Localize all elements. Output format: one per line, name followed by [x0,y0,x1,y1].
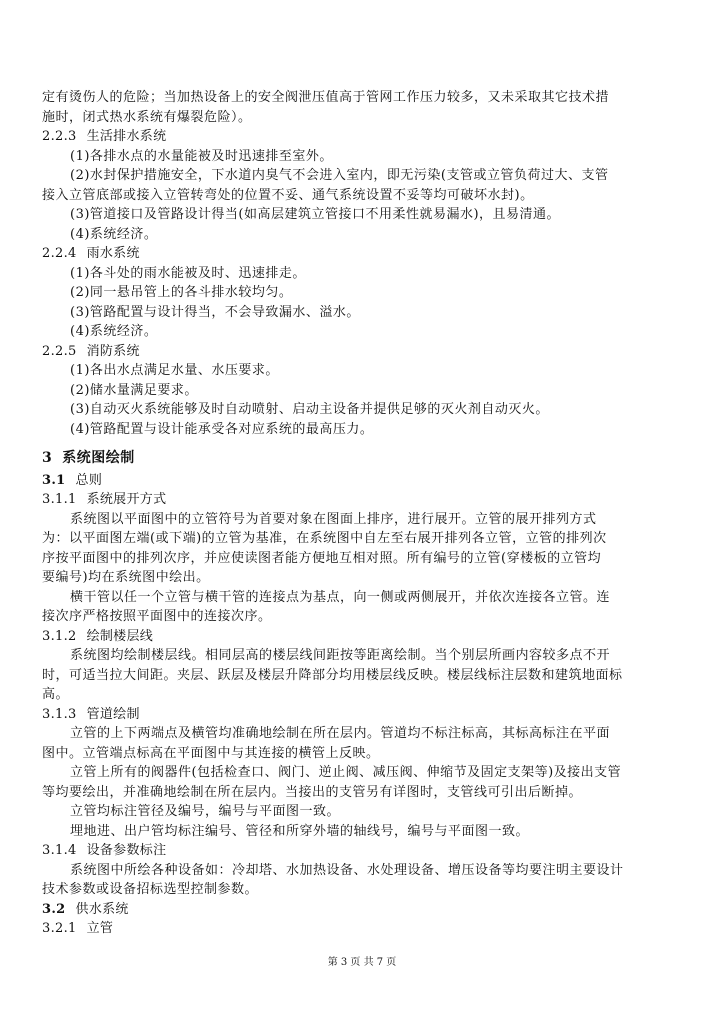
paragraph-line: 系统图均绘制楼层线。相同层高的楼层线间距按等距离绘制。当个别层所画内容较多点不开 [70,648,611,663]
list-item: (1)各排水点的水量能被及时迅速排至室外。 [70,148,333,164]
paragraph-line: 时，可适当拉大间距。夹层、跃层及楼层升降部分均用楼层线反映。楼层线标注层数和建筑地面标 [42,667,623,683]
section-number: 3.1.4 [42,843,77,858]
list-item-continued: 接入立管底部或接入立管转弯处的位置不妥、通气系统设置不妥等均可破坏水封)。 [42,187,534,203]
list-item: (4)管路配置与设计能承受各对应系统的最高压力。 [70,421,374,437]
list-item: (4)系统经济。 [70,226,158,242]
document-body [42,88,682,939]
paragraph-line: 要编号)均在系统图中绘出。 [42,570,210,585]
paragraph-line: 图中。立管端点标高在平面图中与其连接的横管上反映。 [42,745,380,761]
paragraph-line: 技术参数或设备招标选型控制参数。 [42,882,259,897]
paragraph-line: 接次序严格按照平面图中的连接次序。 [42,609,272,624]
paragraph-line: 等均要绘出，并准确地绘制在所在层内。当接出的支管另有详图时，支管线可引出后断掉。 [42,784,583,800]
section-number: 3.1.3 [42,706,77,722]
chapter-number: 3 [42,450,53,466]
paragraph-line: 立管的上下两端点及横管均准确地绘制在所在层内。管道均不标注标高，其标高标注在平面 [70,726,611,741]
section-heading-3-1-2 [42,627,682,647]
paragraph-line: 横干管以任一个立管与横干管的连接点为基点，向一侧或两侧展开，并依次连接各立管。连 [70,589,611,605]
list-item: (1)各出水点满足水量、水压要求。 [70,363,279,378]
section-number: 3.2.1 [42,921,77,936]
list-item: (2)同一悬吊管上的各斗排水较均匀。 [70,285,293,300]
chapter-title: 系统图绘制 [62,450,135,466]
paragraph-line: 立管均标注管径及编号，编号与平面图一致。 [70,804,341,819]
section-number: 3.1.1 [42,492,77,507]
list-item: (3)管路配置与设计得当，不会导致漏水、溢水。 [70,304,360,320]
page-footer: 第 3 页 共 7 页 [327,957,397,968]
section-heading-3-1-4 [42,841,682,861]
section-number: 3.2 [42,901,66,917]
paragraph-line: 系统图中所绘各种设备如：冷却塔、水加热设备、水处理设备、增压设备等均要注明主要设计 [70,862,624,878]
section-heading-2-2-3 [42,127,682,147]
section-title: 消防系统 [86,343,140,359]
section-heading-3-2 [42,900,682,920]
list-item: (3)自动灭火系统能够及时自动喷射、启动主设备并提供足够的灭火剂自动灭火。 [70,402,549,417]
paragraph-line: 高。 [42,687,70,702]
paragraph-line: 埋地进、出户管均标注编号、管径和所穿外墙的轴线号，编号与平面图一致。 [70,823,530,839]
section-heading-3-1-1 [42,490,682,510]
section-title: 设备参数标注 [86,843,167,858]
list-item: (2)储水量满足要求。 [70,382,198,398]
paragraph-line: 为：以平面图左端(或下端)的立管为基准，在系统图中自左至右展开排列各立管，立管的排列次 [42,531,607,546]
list-item: (1)各斗处的雨水能被及时、迅速排走。 [70,265,306,281]
paragraph-line: 施时，闭式热水系统有爆裂危险）。 [42,109,252,125]
section-title: 生活排水系统 [86,129,167,144]
section-heading-3-2-1 [42,919,682,939]
section-heading-2-2-5 [42,342,682,362]
paragraph-line: 立管上所有的阀器件(包括检查口、阀门、逆止阀、减压阀、伸缩节及固定支架等)及接出支管 [70,765,622,780]
section-title: 雨水系统 [86,246,140,261]
list-item: (2)水封保护措施安全，下水道内臭气不会进入室内，即无污染(支管或立管负荷过大、支管 [70,168,609,183]
section-title: 总则 [75,472,103,488]
section-title: 供水系统 [75,901,129,917]
paragraph-line: 系统图以平面图中的立管符号为首要对象在图面上排序，进行展开。立管的展开排列方式 [70,511,597,527]
section-heading-3-1 [42,471,682,491]
section-heading-3-1-3 [42,705,682,725]
section-heading-2-2-4 [42,244,682,264]
section-number: 3.1 [42,472,66,488]
section-number: 3.1.2 [42,628,77,644]
section-title: 立管 [86,921,114,936]
section-number: 2.2.5 [42,343,77,359]
section-number: 2.2.3 [42,129,77,144]
section-title: 绘制楼层线 [86,628,154,644]
list-item: (4)系统经济。 [70,324,158,339]
section-number: 2.2.4 [42,246,77,261]
list-item: (3)管道接口及管路设计得当(如高层建筑立管接口不用柔性就易漏水)，且易清通。 [70,207,561,222]
section-title: 系统展开方式 [86,492,167,507]
section-title: 管道绘制 [86,706,140,722]
paragraph-line: 定有烫伤人的危险；当加热设备上的安全阀泄压值高于管网工作压力较多，又未采取其它技术措 [42,90,610,105]
chapter-heading-3 [42,449,682,469]
paragraph-line: 序按平面图中的排列次序，并应使读图者能方便地互相对照。所有编号的立管(穿楼板的立管均 [42,550,602,566]
